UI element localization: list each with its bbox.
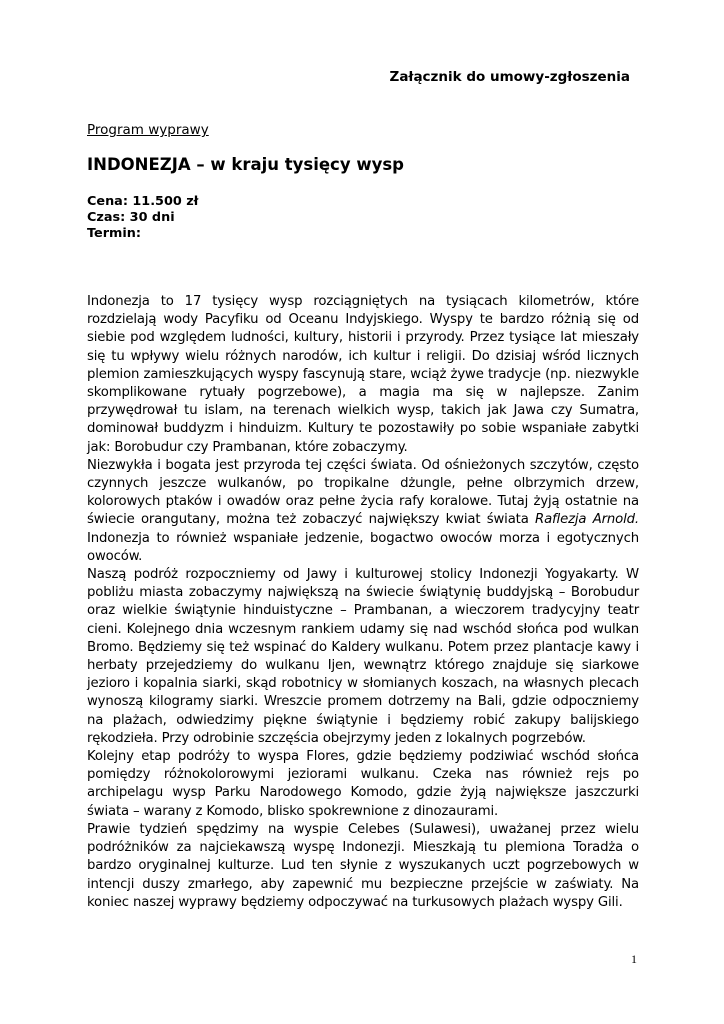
page-number: 1 — [631, 952, 637, 966]
paragraph-nature — [87, 457, 639, 566]
document-title: INDONEZJA – w kraju tysięcy wysp — [87, 155, 404, 174]
paragraph-java-bali: Naszą podróż rozpoczniemy od Jawy i kulturowej stolicy Indonezji Yogyakarty. W pobliżu miasta zobaczymy największą na świecie świątynię buddyjską – Borobudur oraz wielkie świątynie hinduistyczne – Prambanan, a wieczorem tradycyjny teatr cieni. Kolejnego dnia wczesnym rankiem udamy się nad wschód słońca pod wulkan Bromo. Będziemy się też wspinać do Kaldery wulkanu. Potem przez plantacje kawy i herbaty przejedziemy do wulkanu Ijen, wewnątrz którego znajduje się siarkowe jezioro i kopalnia siarki, skąd robotnicy w słomianych koszach, na własnych plecach wynoszą kilogramy siarki. Wreszcie promem dotrzemy na Bali, gdzie odpoczniemy na plażach, odwiedzimy piękne świątynie i będziemy robić zakupy balijskiego rękodzieła. Przy odrobinie szczęścia obejrzymy jeden z lokalnych pogrzebów. — [87, 567, 639, 746]
flower-name: Raflezja Arnold. — [535, 512, 639, 528]
paragraph-flores: Kolejny etap podróży to wyspa Flores, gdzie będziemy podziwiać wschód słońca pomiędzy różnokolorowymi jeziorami wulkanu. Czeka nas również rejs po archipelagu wysp Parku Narodowego Komodo, gdzie żyją największe jaszczurki świata – warany z Komodo, blisko spokrewnione z dinozaurami. — [87, 749, 639, 819]
program-label: Program wyprawy — [87, 122, 209, 138]
paragraph-nature-text-2: Indonezja to również wspaniałe jedzenie, bogactwo owoców morza i egotycznych owoców. — [87, 530, 639, 564]
paragraph-intro: Indonezja to 17 tysięcy wysp rozciągniętych na tysiącach kilometrów, które rozdzielają wody Pacyfiku od Oceanu Indyjskiego. Wyspy te bardzo różnią się od siebie pod względem ludności, kultury, historii i przyrody. Przez tysiące lat mieszały się tu wpływy wielu różnych narodów, ich kultur i religii. Do dzisiaj wśród licznych plemion zamieszkujących wyspy fascynują stare, wciąż żywe tradycje (np. niezwykle skomplikowane rytuały pogrzebowe), a magia ma się w najlepsze. Zanim przywędrował tu islam, na terenach wielkich wysp, takich jak Jawa czy Sumatra, dominował buddyzm i hinduizm. Kultury te pozostawiły po sobie wspaniałe zabytki jak: Borobudur czy Prambanan, które zobaczymy. — [87, 294, 639, 455]
attachment-heading: Załącznik do umowy-zgłoszenia — [389, 69, 630, 85]
paragraph-nature-text-1: Niezwykła i bogata jest przyroda tej części świata. Od ośnieżonych szczytów, często czynnych jeszcze wulkanów, po tropikalne dżungle, pełne olbrzymich drzew, kolorowych ptaków i owadów oraz pełne życia rafy koralowe. Tutaj żyją ostatnie na świecie orangutany, można też zobaczyć największy kwiat świata — [87, 457, 639, 528]
trip-meta — [87, 194, 198, 242]
duration-line: Czas: 30 dni — [87, 210, 175, 225]
price-line: Cena: 11.500 zł — [87, 194, 199, 209]
term-line: Termin: — [87, 226, 141, 241]
paragraph-sulawesi: Prawie tydzień spędzimy na wyspie Celebes (Sulawesi), uważanej przez wielu podróżników za najciekawszą wyspę Indonezji. Mieszkają tu plemiona Toradża o bardzo oryginalnej kulturze. Lud ten słynie z wyszukanych uczt pogrzebowych w intencji duszy zmarłego, aby zapewnić mu bezpieczne przejście w zaświaty. Na koniec naszej wyprawy będziemy odpoczywać na turkusowych plażach wyspy Gili. — [87, 821, 639, 910]
document-body — [87, 293, 639, 912]
